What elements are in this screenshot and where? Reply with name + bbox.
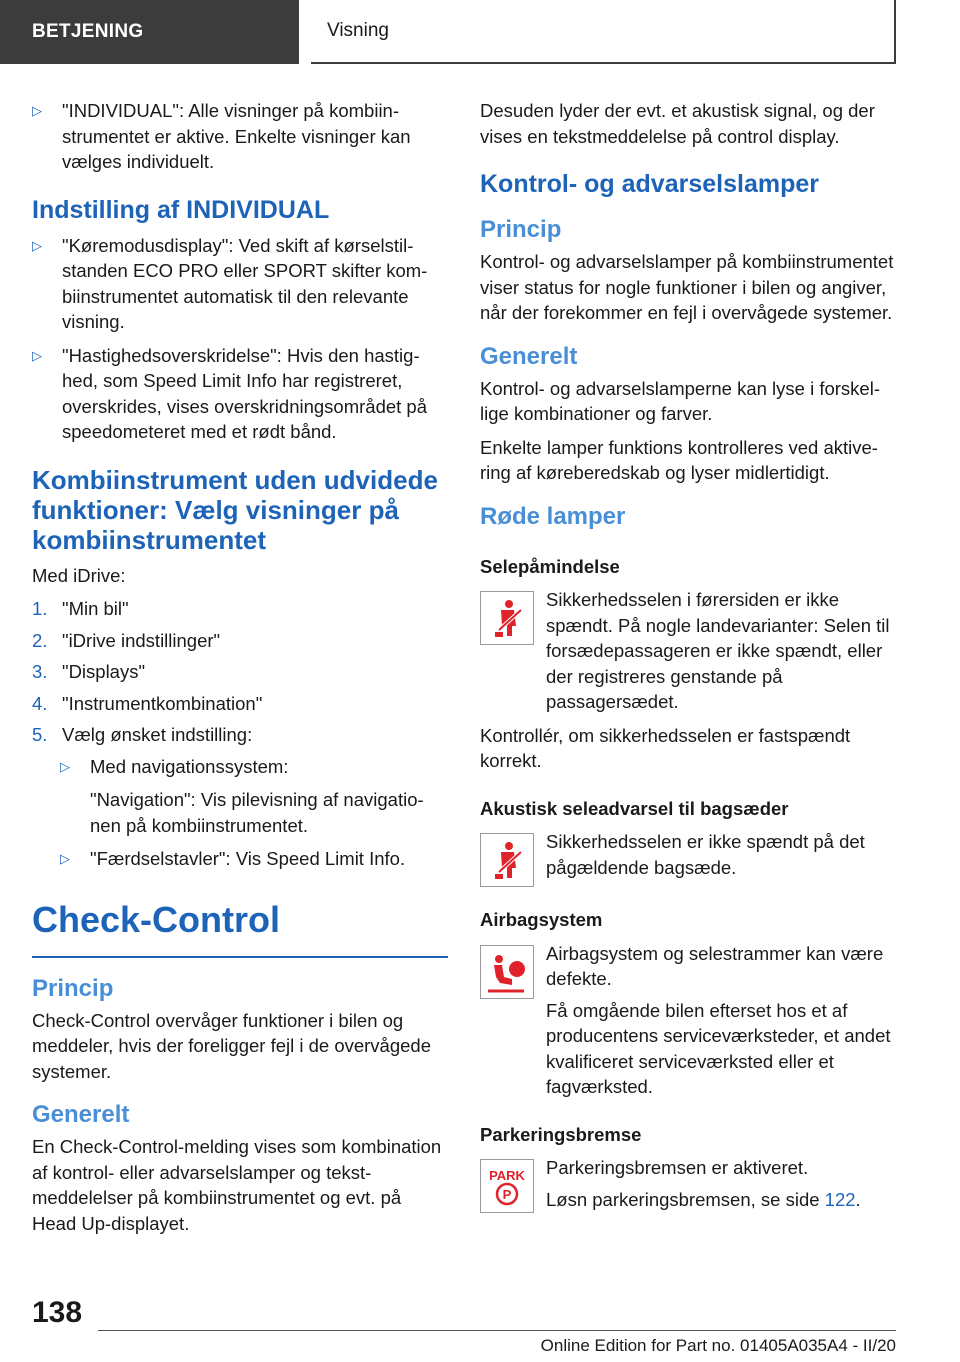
heading-kontrol-lamper: Kontrol- og advarselslamper	[480, 170, 819, 198]
heading-generelt: Generelt	[480, 342, 578, 370]
heading-check-control: Check-Control	[32, 898, 448, 958]
generelt-text-1: Kontrol- og advarselslamperne kan lyse i forskellige kombinationer og farver.	[480, 377, 880, 424]
step-item: 1. "Min bil"	[32, 598, 129, 619]
list-item: ▷ "INDIVIDUAL": Alle visninger på kombiinstrumentet er aktive. Enkelte visninger kan vælges individuelt.	[32, 100, 411, 172]
list-item: ▷ "Hastighedsoverskridelse": Hvis den hastighed, som Speed Limit Info har registreret, overskrides, vises overskridningsområdet på speedometeret med et rødt bånd.	[32, 344, 428, 442]
intro-text: Desuden lyder der evt. et akustisk signal, og der vises en tekstmeddelelse på control display.	[480, 100, 875, 147]
left-column	[32, 98, 448, 1244]
heading-princip: Princip	[480, 216, 562, 243]
parking-brake-icon	[480, 1159, 534, 1213]
step-item: 2. "iDrive indstillinger"	[32, 629, 221, 651]
triangle-right-icon: ▷	[32, 237, 42, 253]
page-header-title: Visning	[311, 0, 896, 64]
section-tab: BETJENING	[0, 0, 299, 64]
seatbelt-check-text: Kontrollér, om sikkerhedsselen er fastspændt korrekt.	[480, 724, 851, 771]
heading-kombiinstrument: Kombiinstrument uden udvidede funktioner: Vælg visninger på kombiinstrumentet	[32, 464, 438, 555]
right-column	[480, 98, 900, 1220]
triangle-right-icon: ▷	[60, 851, 70, 866]
airbag-warning-row: Airbagsystem og selestrammer kan være defekte. Få omgående bilen efterset hos et af producentens serviceværksteder, et andet kvalificeret serviceværksted eller et fagværksted.	[480, 941, 900, 1100]
park-icon-text: PARK	[489, 1168, 525, 1183]
generelt-text: En Check-Control-melding vises som kombination af kontrol- eller advarselslamper og tekstmeddelelser på kombiinstrumentet og evt. på Head Up-displayet.	[32, 1136, 442, 1234]
heading-princip: Princip	[32, 974, 114, 1002]
heading-generelt: Generelt	[32, 1101, 130, 1128]
list-item: ▷ "Køremodusdisplay": Ved skift af kørselstilstanden ECO PRO eller SPORT skifter kombiinstrumentet automatisk til den relevante visning.	[32, 234, 428, 332]
sub-list-text: "Navigation": Vis pilevisning af navigationen på kombiinstrumentet.	[90, 789, 424, 836]
seatbelt-warning-icon	[480, 833, 534, 887]
heading-selepamindelse: Selepåmindelse	[480, 555, 620, 577]
sub-list-item: ▷ "Færdselstavler": Vis Speed Limit Info.	[60, 846, 448, 872]
footer-edition: Online Edition for Part no. 01405A035A4 - II/20	[540, 1336, 896, 1355]
princip-text: Check-Control overvåger funktioner i bilen og meddeler, hvis der foreligger fejl i de overvågede systemer.	[32, 1009, 432, 1082]
heading-individual: Indstilling af INDIVIDUAL	[32, 195, 330, 224]
parking-brake-row: PARK P Parkeringsbremsen er aktiveret. Løsn parkeringsbremsen, se side 122.	[480, 1155, 900, 1212]
park-action-text: Løsn parkeringsbremsen, se side 122.	[546, 1188, 861, 1210]
sub-list-item: ▷ Med navigationssystem:	[60, 754, 448, 780]
heading-parkeringsbremse: Parkeringsbremse	[480, 1123, 642, 1145]
seatbelt-warning-icon	[480, 591, 534, 645]
page-number: 138	[32, 1296, 83, 1329]
seatbelt-warning-row: Sikkerhedsselen i førersiden er ikke spændt. På nogle landevarianter: Selen til forsædepassageren er ikke spændt, eller der registreres genstande på passagersædet.	[480, 587, 900, 715]
heading-akustisk: Akustisk seleadvarsel til bagsæder	[480, 797, 789, 819]
heading-airbag: Airbagsystem	[480, 909, 603, 930]
airbag-warning-icon	[480, 945, 534, 999]
rear-seatbelt-warning-row: Sikkerhedsselen er ikke spændt på det pågældende bagsæde.	[480, 829, 900, 885]
princip-text: Kontrol- og advarselslamper på kombiinstrumentet viser status for nogle funktioner i bilen og angiver, når der forekommer en fejl i overvågede systemer.	[480, 251, 894, 323]
page-reference-link[interactable]: 122	[824, 1188, 856, 1210]
step-item: 5. Vælg ønsket indstilling:	[32, 724, 253, 745]
step-item: 3. "Displays"	[32, 661, 146, 682]
park-icon-letter: P	[502, 1187, 512, 1202]
triangle-right-icon: ▷	[60, 758, 70, 774]
step-item: 4. "Instrumentkombination"	[32, 692, 263, 714]
heading-rode-lamper: Røde lamper	[480, 502, 626, 530]
generelt-text-2: Enkelte lamper funktions kontrolleres ved aktivering af køreberedskab og lyser midlertidigt.	[480, 436, 878, 483]
footer-divider	[98, 1330, 896, 1331]
triangle-right-icon: ▷	[32, 347, 42, 363]
med-idrive-text: Med iDrive:	[32, 564, 126, 586]
airbag-action-text: Få omgående bilen efterset hos et af producentens serviceværksteder, et andet kvalificeret serviceværksted eller et fagværksted.	[546, 999, 891, 1097]
triangle-right-icon: ▷	[32, 103, 42, 118]
